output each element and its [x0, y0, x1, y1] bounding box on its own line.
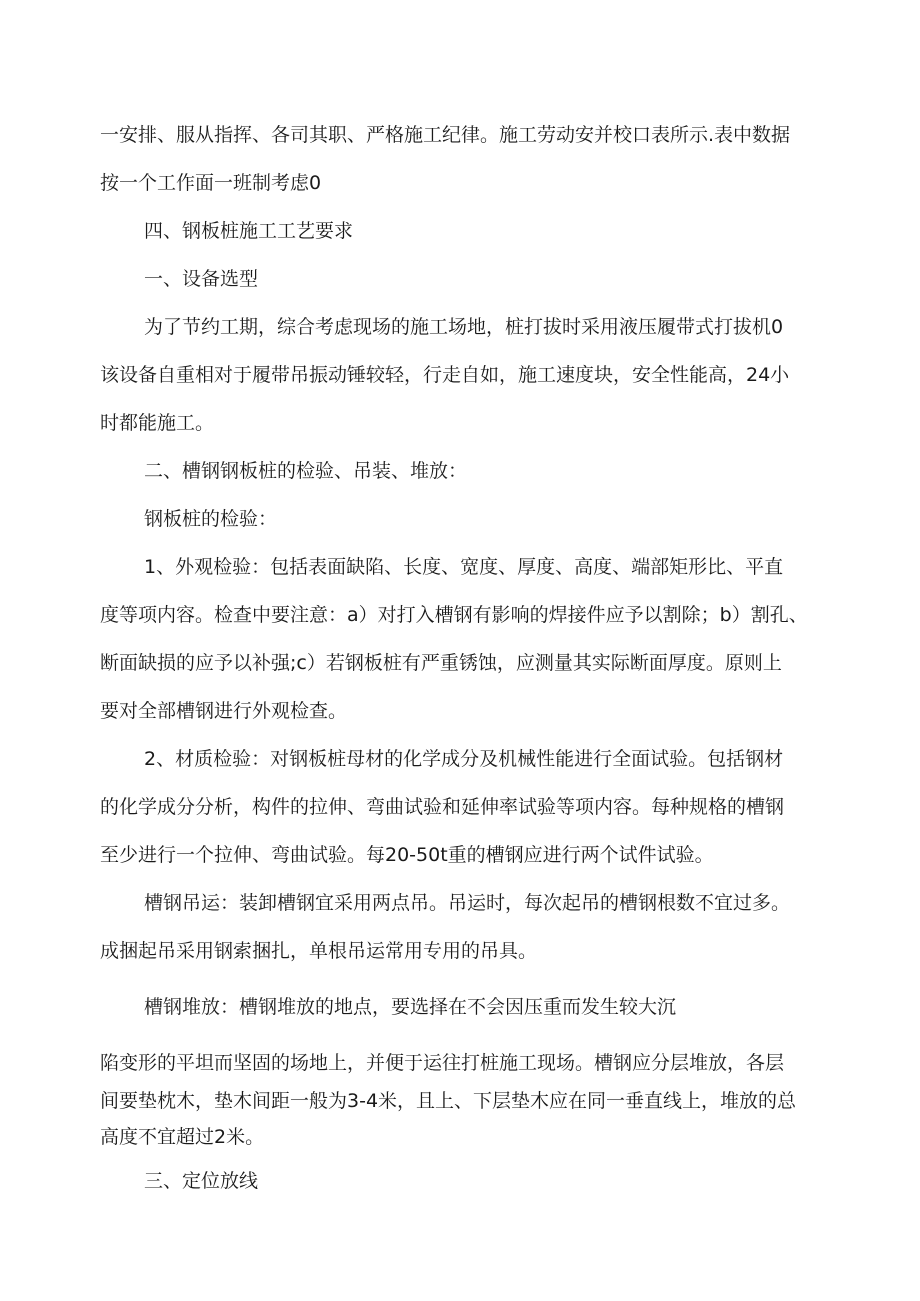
subsection-heading-2: 二、槽钢钢板桩的检验、吊装、堆放：: [144, 460, 468, 482]
text-line-2: 按一个工作面一班制考虑0: [100, 172, 322, 194]
text-line-17: 槽钢吊运：装卸槽钢宜采用两点吊。吊运时，每次起吊的槽钢根数不宜过多。: [144, 892, 791, 914]
text-line-14: 2、材质检验：对钢板桩母材的化学成分及机械性能进行全面试验。包括钢材: [144, 748, 784, 770]
text-line-5: 为了节约工期，综合考虑现场的施工场地，桩打拔时采用液压履带式打拔机0: [144, 316, 784, 338]
text-line-11: 度等项内容。检查中要注意：a）对打入槽钢有影响的焊接件应予以割除；b）割孔、: [100, 604, 808, 626]
text-line-12: 断面缺损的应予以补强;c）若钢板桩有严重锈蚀，应测量其实际断面厚度。原则上: [100, 652, 782, 674]
section-heading-4: 四、钢板桩施工工艺要求: [144, 220, 354, 242]
text-line-13: 要对全部槽钢进行外观检查。: [100, 700, 348, 722]
text-line-1: 一安排、服从指挥、各司其职、严格施工纪律。施工劳动安并校口表所示.表中数据: [100, 124, 791, 146]
text-line-16: 至少进行一个拉伸、弯曲试验。每20-50t重的槽钢应进行两个试件试验。: [100, 844, 714, 866]
text-line-7: 时都能施工。: [100, 412, 215, 434]
text-line-20: 陷变形的平坦而坚固的场地上，并便于运往打桩施工现场。槽钢应分层堆放，各层: [100, 1052, 785, 1074]
subsection-heading-3: 三、定位放线: [144, 1170, 259, 1192]
text-line-9: 钢板桩的检验：: [144, 508, 278, 530]
subsection-heading-1: 一、设备选型: [144, 268, 259, 290]
text-line-10: 1、外观检验：包括表面缺陷、长度、宽度、厚度、高度、端部矩形比、平直: [144, 556, 784, 578]
text-line-6: 该设备自重相对于履带吊振动锤较轻，行走自如，施工速度块，安全性能高，24小: [100, 364, 790, 386]
text-line-22: 高度不宜超过2米。: [100, 1126, 265, 1148]
text-line-19: 槽钢堆放：槽钢堆放的地点，要选择在不会因压重而发生较大沉: [144, 996, 677, 1018]
text-line-15: 的化学成分分析，构件的拉伸、弯曲试验和延伸率试验等项内容。每种规格的槽钢: [100, 796, 785, 818]
text-line-18: 成捆起吊采用钢索捆扎，单根吊运常用专用的吊具。: [100, 940, 538, 962]
text-line-21: 间要垫枕木，垫木间距一般为3-4米，且上、下层垫木应在同一垂直线上，堆放的总: [100, 1090, 797, 1112]
